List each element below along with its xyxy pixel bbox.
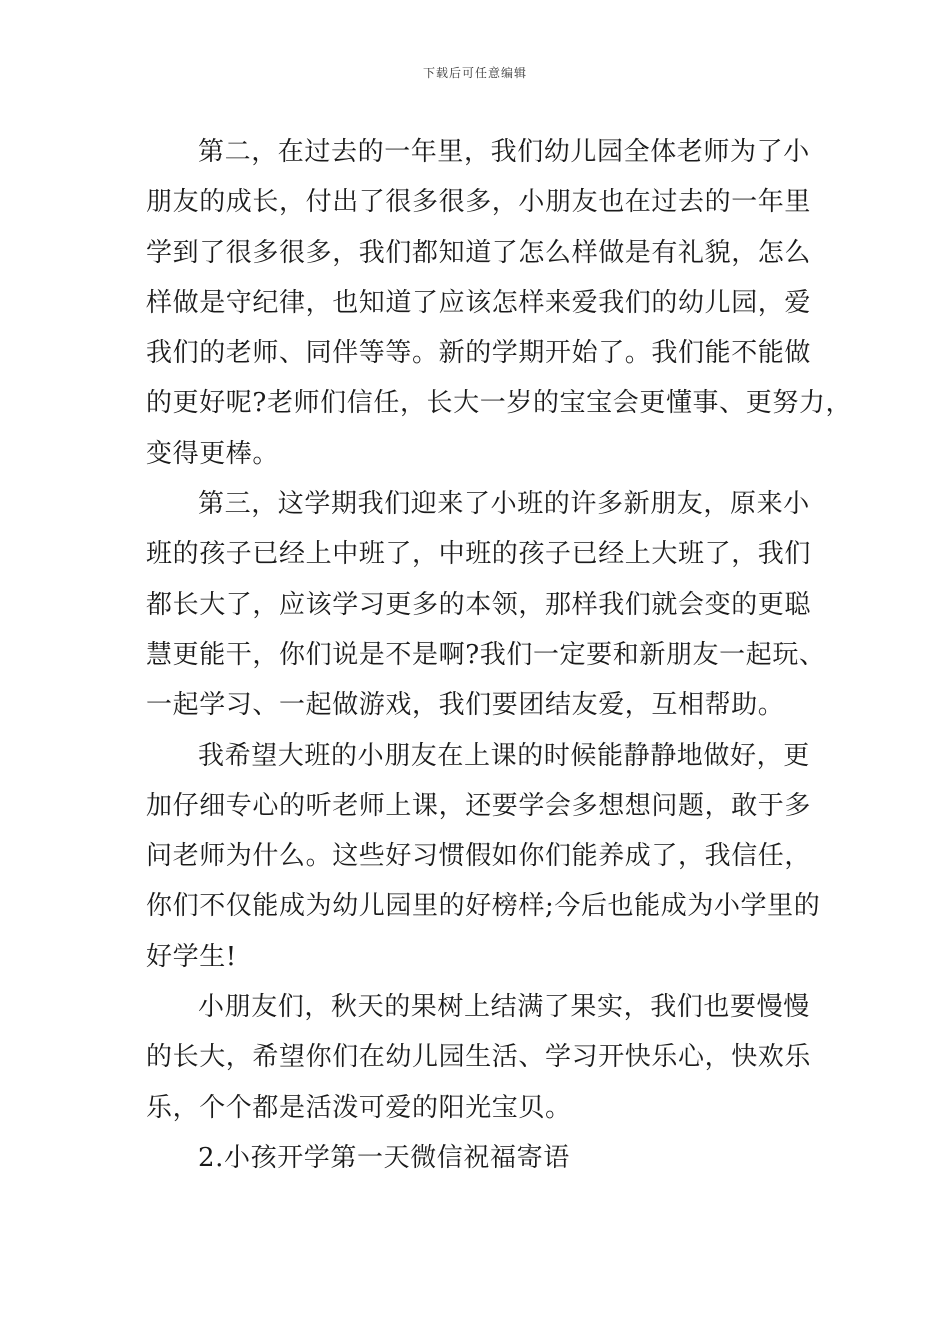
paragraph-line: 的更好呢?老师们信任，长大一岁的宝宝会更懂事、更努力， — [146, 388, 853, 419]
paragraph-line: 都长大了，应该学习更多的本领，那样我们就会变的更聪 — [146, 589, 812, 620]
section-heading-2 — [146, 1133, 816, 1183]
paragraph-line: 我希望大班的小朋友在上课的时候能静静地做好，更 — [198, 740, 810, 771]
paragraph-line: 问老师为什么。这些好习惯假如你们能养成了，我信任， — [146, 841, 812, 872]
paragraph-line: 第三，这学期我们迎来了小班的许多新朋友，原来小 — [198, 489, 810, 520]
paragraph-line: 一起学习、一起做游戏，我们要团结友爱，互相帮助。 — [146, 690, 785, 721]
paragraph-line: 加仔细专心的听老师上课，还要学会多想想问题，敢于多 — [146, 790, 812, 821]
paragraph-line: 学到了很多很多，我们都知道了怎么样做是有礼貌，怎么 — [146, 237, 812, 268]
paragraph-line: 第二，在过去的一年里，我们幼儿园全体老师为了小 — [198, 137, 810, 167]
page-header-note: 下载后可任意编辑 — [422, 66, 527, 80]
paragraph-2 — [146, 479, 826, 730]
document-body — [146, 127, 853, 1183]
paragraph-line: 变得更棒。 — [146, 438, 280, 469]
paragraph-1 — [146, 127, 853, 479]
section-heading-text: 2.小孩开学第一天微信祝福寄语 — [198, 1142, 570, 1173]
paragraph-line: 慧更能干，你们说是不是啊?我们一定要和新朋友一起玩、 — [146, 639, 826, 670]
paragraph-4 — [146, 982, 816, 1133]
paragraph-line: 好学生! — [146, 941, 237, 972]
paragraph-line: 乐，个个都是活泼可爱的阳光宝贝。 — [146, 1092, 572, 1123]
paragraph-line: 我们的老师、同伴等等。新的学期开始了。我们能不能做 — [146, 338, 812, 369]
paragraph-line: 样做是守纪律，也知道了应该怎样来爱我们的幼儿园，爱 — [146, 287, 812, 318]
paragraph-line: 的长大，希望你们在幼儿园生活、学习开快乐心，快欢乐 — [146, 1042, 812, 1073]
paragraph-line: 小朋友们，秋天的果树上结满了果实，我们也要慢慢 — [198, 992, 810, 1023]
paragraph-3 — [146, 731, 821, 982]
paragraph-line: 班的孩子已经上中班了，中班的孩子已经上大班了，我们 — [146, 539, 812, 570]
paragraph-line: 朋友的成长，付出了很多很多，小朋友也在过去的一年里 — [146, 187, 812, 218]
paragraph-line: 你们不仅能成为幼儿园里的好榜样;今后也能成为小学里的 — [146, 891, 821, 922]
